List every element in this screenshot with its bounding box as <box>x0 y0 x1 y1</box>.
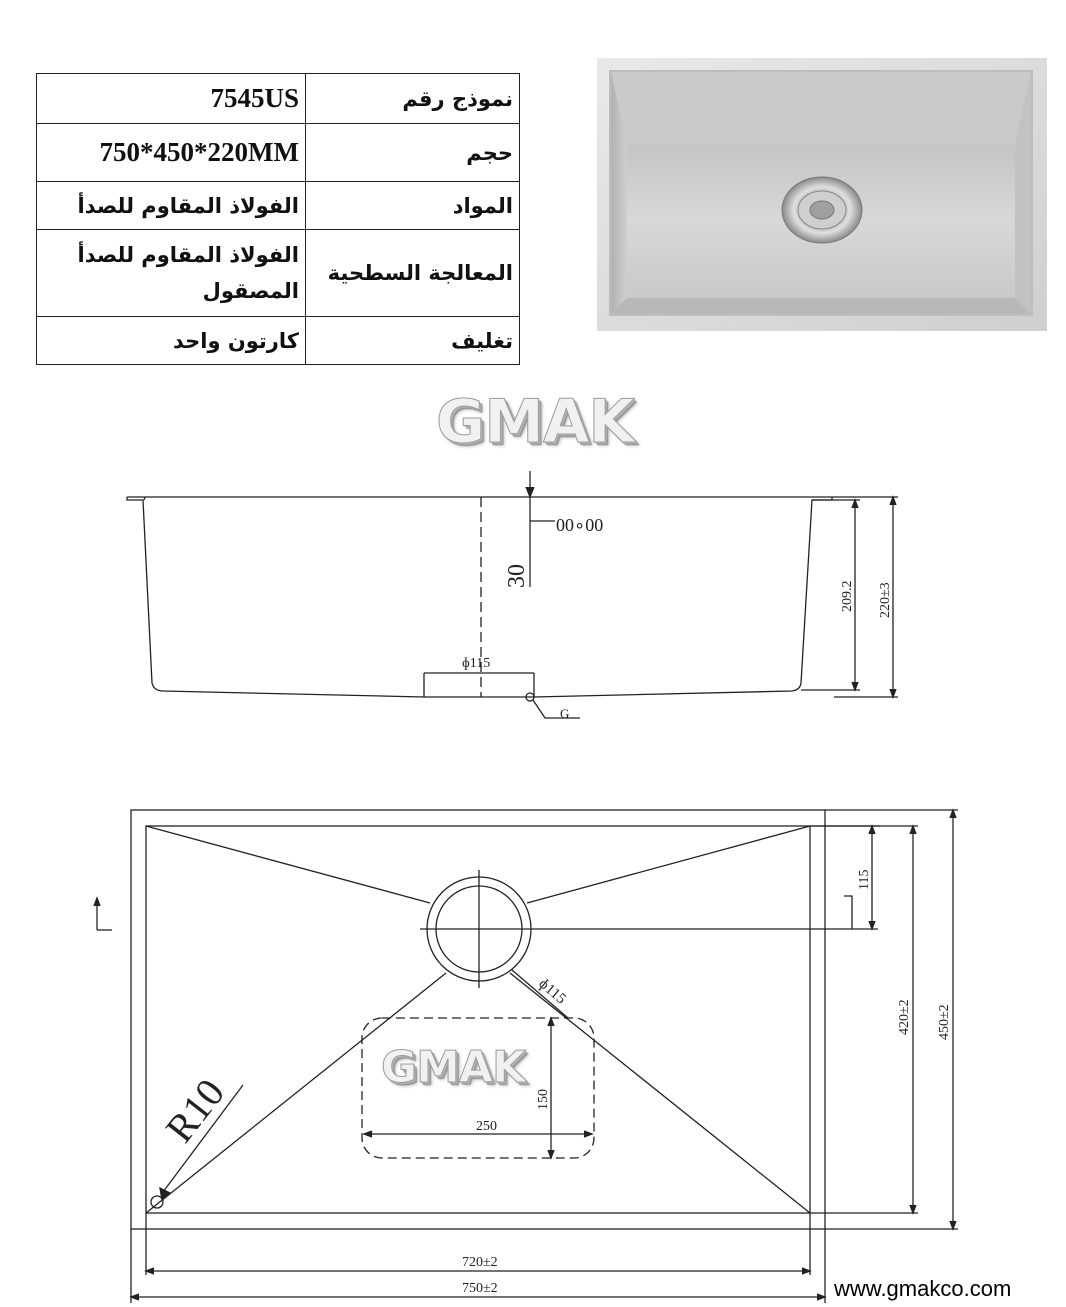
recess-width-label: 250 <box>476 1119 497 1134</box>
drain-label: ɸ115 <box>535 975 569 1008</box>
depth-total-label: 220±3 <box>878 582 893 618</box>
spec-value: 750*450*220MM <box>37 124 306 182</box>
depth-inner-label: 209.2 <box>840 580 855 612</box>
recess-height-label: 150 <box>536 1089 551 1110</box>
brand-logo: GMAK <box>436 387 634 457</box>
spec-value: كارتون واحد <box>37 317 306 365</box>
drain-offset-label: 115 <box>857 869 872 890</box>
top-view <box>94 810 958 1303</box>
inner-width-label: 720±2 <box>462 1255 498 1270</box>
spec-label: نموذج رقم <box>306 74 520 124</box>
spec-value: الفولاذ المقاوم للصدأ المصقول <box>37 230 306 317</box>
outer-width-label: 750±2 <box>462 1281 498 1296</box>
spec-label: حجم <box>306 124 520 182</box>
spec-value: الفولاذ المقاوم للصدأ <box>37 182 306 230</box>
drain-label: ɸ115 <box>462 656 491 671</box>
hole-label: 00∘00 <box>556 515 604 535</box>
radius-label: R10 <box>156 1070 234 1151</box>
spec-label: المواد <box>306 182 520 230</box>
spec-label: المعالجة السطحية <box>306 230 520 317</box>
spec-value: 7545US <box>37 74 306 124</box>
inner-height-label: 420±2 <box>897 999 912 1035</box>
side-view <box>127 471 898 721</box>
spec-label: تغليف <box>306 317 520 365</box>
outer-height-label: 450±2 <box>937 1004 952 1040</box>
brand-logo-watermark: GMAK <box>381 1042 526 1093</box>
website-url: www.gmakco.com <box>834 1276 1012 1301</box>
marker-label: G <box>560 706 570 721</box>
offset-label: 30 <box>504 564 530 588</box>
